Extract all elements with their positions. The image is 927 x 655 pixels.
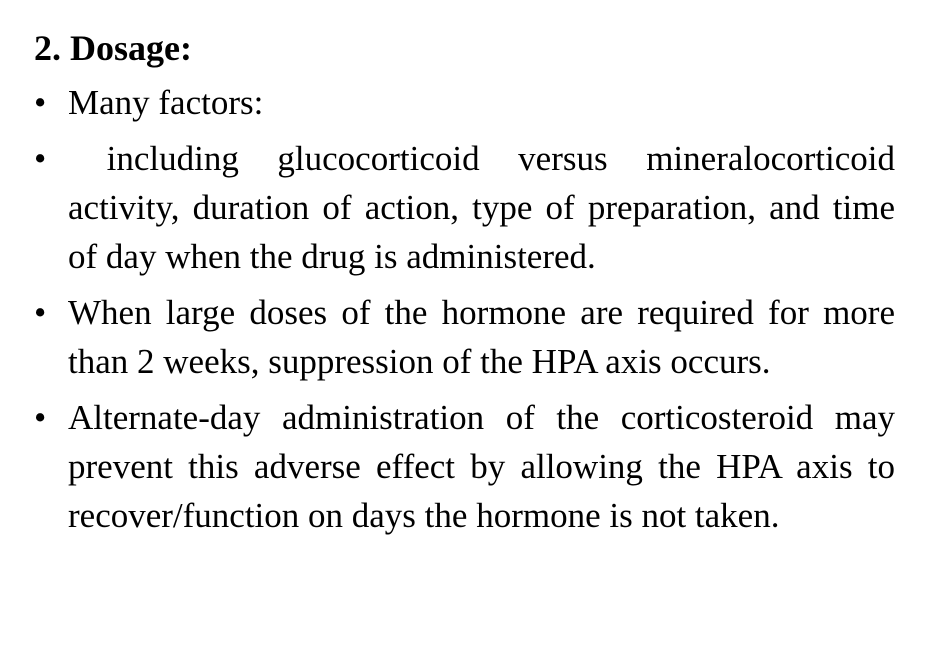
bullet-item-including — [34, 134, 904, 281]
bullet-list — [34, 78, 904, 547]
bullet-text: When large doses of the hormone are required for more than 2 weeks, suppression of the HPA axis occurs. — [68, 293, 895, 381]
bullet-item-large-doses — [34, 288, 895, 386]
bullet-icon: • — [34, 398, 47, 437]
bullet-icon: • — [34, 83, 47, 122]
bullet-text: Many factors: — [68, 83, 264, 122]
bullet-item-many-factors — [34, 78, 895, 127]
bullet-item-alternate-day — [34, 393, 895, 540]
bullet-text: including glucocorticoid versus mineralocorticoid activity, duration of action, type of preparation, and time of day when the drug is administered. — [68, 139, 904, 276]
bullet-text: Alternate-day administration of the corticosteroid may prevent this adverse effect by allowing the HPA axis to recover/function on days the hormone is not taken. — [68, 398, 895, 535]
bullet-icon: • — [34, 293, 47, 332]
bullet-icon: • — [34, 139, 47, 178]
section-heading: 2. Dosage: — [34, 28, 192, 68]
